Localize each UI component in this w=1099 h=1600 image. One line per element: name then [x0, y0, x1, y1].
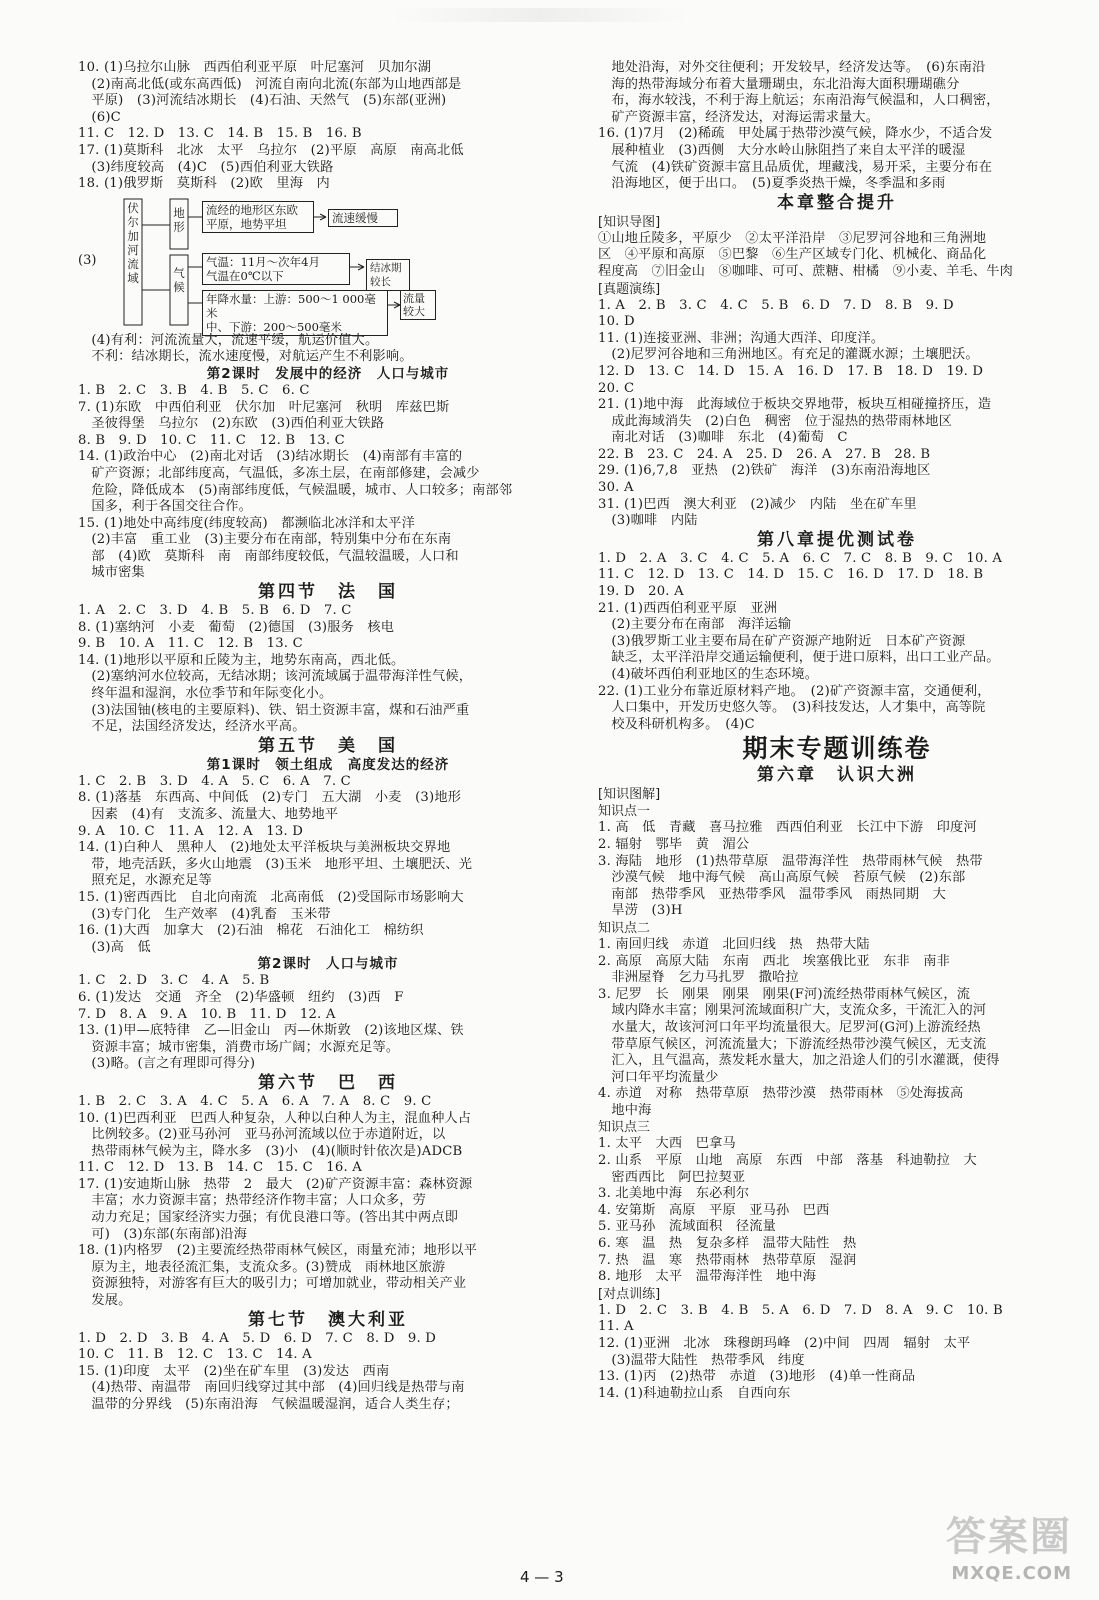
answer-line: 河口年平均流量少 — [598, 1069, 719, 1085]
answer-line: 3. 北美地中海 东必利尔 — [598, 1186, 750, 1202]
answer-block — [78, 973, 578, 1073]
answer-block — [78, 603, 578, 736]
answer-line: 22. B 23. C 24. A 25. D 26. A 27. B 28. B — [598, 446, 931, 462]
answer-line: 域内降水丰富；刚果河流域面积广大，支流众多，干流汇入的河 — [598, 1003, 987, 1019]
answer-line: 11. C 12. D 13. B 14. C 15. C 16. A — [78, 1160, 362, 1176]
answer-line: 非洲屋脊 乞力马扎罗 撒哈拉 — [598, 970, 799, 986]
answer-line: 8. (1)塞纳河 小麦 葡萄 (2)德国 (3)服务 核电 — [78, 619, 395, 635]
temp-line-2: 气温在0℃以下 — [206, 268, 284, 283]
answer-block — [78, 333, 578, 366]
answer-line: 13. (1)甲—底特律 乙—旧金山 丙—休斯敦 (2)该地区煤、铁 — [78, 1023, 464, 1039]
answer-line: 12. (1)亚洲 北冰 珠穆朗玛峰 (2)中间 四周 辐射 太平 — [598, 1336, 971, 1351]
answer-line: 14. (1)科迪勒拉山系 自西向东 — [598, 1385, 791, 1401]
result-flow-large: 流量较大 — [400, 290, 436, 320]
section-tag: [对点训练] — [598, 1286, 661, 1302]
answer-line: (2)塞纳河水位较高，无结冰期；该河流域属于温带海洋性气候， — [78, 669, 473, 685]
answer-line: 1. D 2. C 3. B 4. B 5. A 6. D 7. D 8. A 9. C 10. B — [598, 1302, 1003, 1318]
answer-line: (4)破坏西伯利亚地区的生态环境。 — [598, 667, 819, 682]
precip-line-1: 年降水量：上游：500～1 000毫米 — [206, 291, 376, 320]
answer-line: 20. C — [598, 380, 635, 396]
answer-line: (3)专门化 生产效率 (4)乳畜 玉米带 — [78, 906, 331, 922]
answer-line: 圣彼得堡 乌拉尔 (2)东欧 (3)西伯利亚大铁路 — [78, 416, 385, 432]
terrain-line-2: 平原，地势平坦 — [206, 216, 287, 231]
watermark-url: MXQE.COM — [951, 1563, 1072, 1584]
volga-diagram — [78, 195, 578, 334]
answer-line: 1. C 2. B 3. D 4. A 5. C 6. A 7. C — [78, 773, 351, 789]
answer-line: 1. A 2. B 3. C 4. C 5. B 6. D 7. D 8. B 9. D — [598, 297, 954, 313]
answer-line: 15. (1)印度 太平 (2)坐在矿车里 (3)发达 西南 — [78, 1363, 390, 1379]
section-tag: [知识图解] — [598, 787, 661, 803]
answer-line: (3)俄罗斯工业主要布局在矿产资源产地附近 日本矿产资源 — [598, 633, 966, 649]
right-column — [598, 60, 1076, 1402]
answer-line: 海的热带海域分布着大量珊瑚虫，东北沿海大面积珊瑚礁分 — [598, 76, 960, 92]
answer-line: 1. B 2. C 3. B 4. B 5. C 6. C — [78, 382, 310, 398]
answer-block — [78, 60, 578, 193]
climate-label: 气候 — [173, 265, 185, 294]
answer-line: 气流 (4)铁矿资源丰富且品质优，埋藏浅，易开采，主要分布在 — [598, 159, 993, 175]
answer-line: 10. C 11. B 12. C 13. C 14. A — [78, 1347, 312, 1363]
result-flow-slow: 流速缓慢 — [328, 209, 398, 227]
terrain-line-1: 流经的地形区东欧 — [206, 202, 298, 217]
answer-line: 9. A 10. C 11. A 12. A 13. D — [78, 823, 304, 839]
section-subtitle: 第2课时 人口与城市 — [257, 956, 399, 973]
answer-line: 程度高 ⑦旧金山 ⑧咖啡、可可、蔗糖、柑橘 ⑨小麦、羊毛、牛肉 — [598, 263, 1014, 279]
answer-line: 1. 南回归线 赤道 北回归线 热 热带大陆 — [598, 936, 870, 952]
answer-line: 人口集中，开发历史悠久等。 (3)科技发达，人才集中，高等院 — [598, 700, 986, 716]
answer-line: 2. 辐射 鄂毕 黄 湄公 — [598, 836, 750, 852]
answer-line: 带草原气候区，河流流量大；下游流经热带沙漠气候区，无支流 — [598, 1036, 987, 1052]
answer-line: 热带雨林气候为主，降水多 (3)小 (4)(顺时针依次是)ADCB — [78, 1143, 463, 1159]
answer-line: 旱涝 (3)H — [598, 903, 683, 919]
answer-line: 危险，降低成本 (5)南部纬度低，气候温暖，城市、人口较多；南部邻 — [78, 482, 513, 498]
answer-line: 9. B 10. A 11. C 12. B 13. C — [78, 636, 303, 652]
answer-line: 动力充足；国家经济实力强；有优良港口等。(答出其中两点即 — [78, 1210, 459, 1226]
answer-line: 平原) (3)河流结冰期长 (4)石油、天然气 (5)东部(亚洲) — [78, 93, 447, 109]
section-tag: [真题演练] — [598, 281, 661, 297]
answer-line: 1. B 2. C 3. A 4. C 5. A 6. A 7. A 8. C 9. C — [78, 1093, 432, 1109]
diagram-label: (3) — [78, 252, 97, 268]
answer-block — [598, 60, 1076, 193]
answer-line: 展种植业 (3)西侧 大分水岭山脉阻挡了来自太平洋的暖湿 — [598, 142, 966, 158]
answer-line: 17. (1)安迪斯山脉 热带 2 最大 (2)矿产资源丰富：森林资源 — [78, 1176, 473, 1192]
answer-line: (3)法国铀(核电的主要原料)、铁、铝土资源丰富，煤和石油严重 — [78, 702, 470, 718]
answer-line: 城市密集 — [78, 565, 145, 581]
answer-line: 原为主，地表径流汇集，支流众多。(3)赞成 雨林地区旅游 — [78, 1259, 446, 1275]
answer-line: 18. (1)内格罗 (2)主要流经热带雨林气候区，雨量充沛；地形以平 — [78, 1243, 478, 1259]
section-subtitle: 第1课时 领土组成 高度发达的经济 — [206, 756, 450, 773]
answer-line: 1. 高 低 青藏 喜马拉雅 西西伯利亚 长江中下游 印度河 — [598, 820, 977, 836]
answer-line: 7. (1)东欧 中西伯利亚 伏尔加 叶尼塞河 秋明 库兹巴斯 — [78, 399, 450, 415]
watermark-logo: 答案圈 — [946, 1514, 1072, 1560]
answer-line: 15. (1)密西西比 自北向南流 北高南低 (2)受国际市场影响大 — [78, 889, 464, 905]
answer-line: 水量大，故该河河口年平均流量很大。尼罗河(G河)上游流经热 — [598, 1019, 981, 1035]
answer-line: 16. (1)7月 (2)稀疏 甲处属于热带沙漠气候，降水少，不适合发 — [598, 126, 993, 142]
answer-line: 国多，利于各国交往合作。 — [78, 499, 253, 515]
answer-block — [78, 774, 578, 957]
answer-line: 6. (1)发达 交通 齐全 (2)华盛顿 纽约 (3)西 F — [78, 989, 404, 1005]
answer-line: 地中海 — [598, 1102, 652, 1118]
answer-line: 19. D 20. A — [598, 584, 684, 600]
answer-line: 丰富；水力资源丰富；热带经济作物丰富；人口众多，劳 — [78, 1193, 427, 1209]
answer-line: (6)C — [78, 109, 121, 125]
answer-line: 1. 太平 大西 巴拿马 — [598, 1136, 736, 1152]
answer-line: 3. 海陆 地形 (1)热带草原 温带海洋性 热带雨林气候 热带 — [598, 853, 983, 869]
answer-line: 终年温和湿润，水位季节和年际变化小。 — [78, 686, 333, 702]
answer-line: 照充足，水源充足等 — [78, 873, 212, 889]
answer-line: 矿产资源丰富，经济发达，对海运需求量大。 — [598, 109, 880, 125]
answer-line: (3)温带大陆性 热带季风 纬度 — [598, 1352, 805, 1368]
answer-block — [598, 298, 1076, 530]
answer-block — [598, 937, 1076, 1120]
terrain-label: 地形 — [173, 205, 185, 234]
answer-line: (2)南高北低(或东高西低) 河流自南向北流(东部为山地西部是 — [78, 76, 462, 92]
chapter-title: 第六章 认识大洲 — [757, 765, 917, 786]
answer-line: 缺乏，太平洋沿岸交通运输便利，便于进口原料，出口工业产品。 — [598, 650, 1000, 666]
answer-line: 沙漠气候 地中海气候 高山高原气候 苔原气候 (2)东部 — [598, 870, 966, 886]
answer-line: 矿产资源；北部纬度高，气温低，多冻土层，在南部修建，会减少 — [78, 465, 480, 481]
answer-block — [78, 1094, 578, 1310]
answer-line: 4. 赤道 对称 热带草原 热带沙漠 热带雨林 ⑤处海拔高 — [598, 1086, 964, 1102]
answer-line: 21. (1)西西伯利亚平原 亚洲 — [598, 600, 778, 616]
answer-line: 8. (1)落基 东西高、中间低 (2)专门 五大湖 小麦 (3)地形 — [78, 790, 462, 806]
answer-line: 7. D 8. A 9. A 10. B 11. D 12. A — [78, 1006, 336, 1022]
answer-line: (3)略。(言之有理即可得分) — [78, 1056, 256, 1072]
answer-line: 可) (3)东部(东南部)沿海 — [78, 1226, 248, 1242]
answer-line: 6. 寒 温 热 复杂多样 温带大陆性 热 — [598, 1236, 857, 1252]
answer-block — [598, 231, 1076, 281]
answer-line: 地处沿海，对外交往便利；开发较早，经济发达等。 (6)东南沿 — [598, 60, 986, 75]
answer-line: 11. (1)连接亚洲、非洲；沟通大西洋、印度洋。 — [598, 330, 885, 346]
answer-line: 21. (1)地中海 此海域位于板块交界地带，板块互相碰撞挤压，造 — [598, 397, 992, 413]
answer-line: 1. D 2. D 3. B 4. A 5. D 6. D 7. C 8. D 9. D — [78, 1330, 437, 1346]
answer-line: 布，海水较浅，不利于海上航运；东南沿海气候温和，人口稠密， — [598, 93, 1000, 109]
section-title: 第2课时 发展中的经济 人口与城市 — [206, 365, 450, 382]
answer-line: (3)高 低 — [78, 939, 151, 955]
answer-line: (4)有利：河流流量大，流速平缓，航运价值大。 — [78, 332, 379, 348]
answer-line: (2)主要分布在南部 海洋运输 — [598, 617, 792, 633]
answer-line: 2. 山系 平原 山地 高原 东西 中部 落基 科迪勒拉 大 — [598, 1153, 977, 1169]
answer-line: 1. D 2. A 3. C 4. C 5. A 6. C 7. C 8. B 9. C 10. A — [598, 550, 1003, 566]
answer-line: 3. 尼罗 长 刚果 刚果 刚果(F河)流经热带雨林气候区，流 — [598, 986, 971, 1002]
answer-block — [598, 820, 1076, 920]
answer-line: 带，地壳活跃，多火山地震 (3)玉米 地形平坦、土壤肥沃、光 — [78, 856, 473, 872]
section-title: 第四节 法 国 — [258, 582, 398, 603]
answer-line: 不利：结冰期长，流水速度慢，对航运产生不利影响。 — [78, 349, 413, 365]
section-title: 第八章提优测试卷 — [757, 529, 917, 550]
answer-line: 30. A — [598, 480, 634, 496]
answer-line: 14. (1)地形以平原和丘陵为主，地势东南高，西北低。 — [78, 652, 405, 668]
answer-line: 10. (1)巴西利亚 巴西人种复杂，人种以白种人为主，混血种人占 — [78, 1110, 472, 1126]
knowledge-point: 知识点三 — [598, 1120, 651, 1136]
page-number: 4 — 3 — [520, 1568, 564, 1586]
answer-line: 8. B 9. D 10. C 11. C 12. B 13. C — [78, 432, 345, 448]
answer-line: 成此海域消失 (2)白色 稠密 位于湿热的热带雨林地区 — [598, 413, 952, 429]
answer-line: 11. C 12. D 13. C 14. D 15. C 16. D 17. D 18. B — [598, 567, 984, 583]
left-column — [78, 60, 578, 1414]
answer-line: 29. (1)6,7,8 亚热 (2)铁矿 海洋 (3)东南沿海地区 — [598, 463, 931, 479]
answer-line: 16. (1)大西 加拿大 (2)石油 棉花 石油化工 棉纺织 — [78, 923, 424, 939]
answer-line: 7. 热 温 寒 热带雨林 热带草原 湿润 — [598, 1252, 857, 1268]
answer-line: 18. (1)俄罗斯 莫斯科 (2)欧 里海 内 — [78, 176, 330, 192]
answer-line: 12. D 13. C 14. D 15. A 16. D 17. B 18. D 19. D — [598, 363, 984, 379]
answer-line: 发展。 — [78, 1293, 132, 1309]
knowledge-point: 知识点一 — [598, 804, 651, 820]
answer-line: 14. (1)白种人 黑种人 (2)地处太平洋板块与美洲板块交界地 — [78, 840, 451, 856]
answer-line: 比例较多。(2)亚马孙河 亚马孙河流域以位于赤道附近，以 — [78, 1127, 446, 1143]
answer-line: 14. (1)政治中心 (2)南北对话 (3)结冰期长 (4)南部有丰富的 — [78, 449, 463, 465]
answer-line: 校及科研机构多。 (4)C — [598, 716, 755, 732]
river-name: 伏尔加河流域 — [127, 200, 139, 285]
answer-line: 1. C 2. D 3. C 4. A 5. B — [78, 973, 270, 989]
answer-line: 区 ④平原和高原 ⑤巴黎 ⑥生产区域专门化、机械化、商品化 — [598, 247, 987, 263]
answer-line: 密西西比 阿巴拉契亚 — [598, 1169, 746, 1185]
answer-block — [78, 383, 578, 582]
section-tag: [知识导图] — [598, 214, 661, 230]
answer-line: (4)热带、南温带 南回归线穿过其中部 (4)回归线是热带与南 — [78, 1380, 465, 1396]
section-title: 第六节 巴 西 — [258, 1072, 398, 1093]
section-title: 第五节 美 国 — [258, 735, 398, 756]
answer-line: 因素 (4)有 支流多、流量大、地势地平 — [78, 807, 339, 822]
answer-line: 10. D — [598, 314, 635, 330]
answer-line: 4. 安第斯 高原 平原 亚马孙 巴西 — [598, 1202, 830, 1218]
answer-line: 资源独特，对游客有巨大的吸引力；可增加就业，带动相关产业 — [78, 1276, 467, 1292]
answer-line: 汇入，且气温高，蒸发耗水量大，加之沿途人们的引水灌溉，使得 — [598, 1053, 1000, 1069]
answer-line: 南北对话 (3)咖啡 东北 (4)葡萄 C — [598, 430, 848, 446]
answer-line: 10. (1)乌拉尔山脉 西西伯利亚平原 叶尼塞河 贝加尔湖 — [78, 60, 432, 75]
answer-block — [598, 551, 1076, 734]
answer-line: 17. (1)莫斯科 北冰 太平 乌拉尔 (2)平原 高原 南高北低 — [78, 142, 464, 158]
precipitation-box — [202, 290, 388, 336]
answer-line: (2)尼罗河谷地和三角洲地区。有充足的灌溉水源；土壤肥沃。 — [598, 347, 979, 363]
answer-line: 13. (1)丙 (2)热带 赤道 (3)地形 (4)单一性商品 — [598, 1369, 916, 1385]
section-title: 本章整合提升 — [777, 192, 897, 213]
section-title: 第七节 澳大利亚 — [248, 1309, 408, 1330]
answer-line: 11. C 12. D 13. C 14. B 15. B 16. B — [78, 126, 362, 142]
answer-line: 15. (1)地处中高纬度(纬度较高) 都濒临北冰洋和太平洋 — [78, 515, 416, 531]
answer-block — [598, 1303, 1076, 1403]
answer-line: (3)纬度较高 (4)C (5)西伯利亚大铁路 — [78, 159, 334, 175]
answer-line: 不足，法国经济发达，经济水平高。 — [78, 719, 306, 735]
answer-line: 部 (4)欧 莫斯科 南 南部纬度较低，气温较温暖，人口和 — [78, 548, 459, 564]
answer-line: 南部 热带季风 亚热带季风 温带季风 雨热同期 大 — [598, 886, 947, 902]
answer-line: 11. A — [598, 1319, 634, 1335]
temperature-box — [202, 253, 350, 285]
scan-shadow — [390, 8, 690, 22]
answer-line: (2)丰富 重工业 (3)主要分布在南部，特别集中分布在东南 — [78, 532, 452, 548]
answer-line: 温带的分界线 (5)东南沿海 气候温暖湿润，适合人类生存； — [78, 1397, 459, 1412]
answer-line: 8. 地形 太平 温带海洋性 地中海 — [598, 1269, 817, 1285]
answer-line: 1. A 2. C 3. D 4. B 5. B 6. D 7. C — [78, 603, 352, 619]
answer-block — [598, 1136, 1076, 1285]
result-ice-long: 结冰期较长 — [366, 259, 410, 291]
answer-line: 资源丰富；城市密集，消费市场广阔；水源充足等。 — [78, 1039, 400, 1055]
answer-line: 5. 亚马孙 流域面积 径流量 — [598, 1219, 777, 1235]
precip-line-2: 中、下游：200～500毫米 — [206, 319, 342, 334]
answer-line: ①山地丘陵多，平原少 ②太平洋沿岸 ③尼罗河谷地和三角洲地 — [598, 230, 987, 246]
knowledge-point: 知识点二 — [598, 920, 651, 936]
answer-line: 2. 高原 高原大陆 东南 西北 埃塞俄比亚 东非 南非 — [598, 953, 951, 969]
answer-line: 沿海地区，便于出口。 (5)夏季炎热干燥，冬季温和多雨 — [598, 176, 946, 192]
answer-line: 31. (1)巴西 澳大利亚 (2)减少 内陆 坐在矿车里 — [598, 496, 917, 512]
main-title: 期末专题训练卷 — [742, 734, 932, 764]
answer-block — [78, 1331, 578, 1414]
watermark — [930, 1505, 1080, 1595]
terrain-box — [202, 201, 314, 233]
answer-line: (3)咖啡 内陆 — [598, 513, 698, 529]
answer-line: 22. (1)工业分布靠近原材料产地。 (2)矿产资源丰富，交通便利， — [598, 683, 991, 699]
temp-line-1: 气温：11月～次年4月 — [206, 254, 320, 269]
